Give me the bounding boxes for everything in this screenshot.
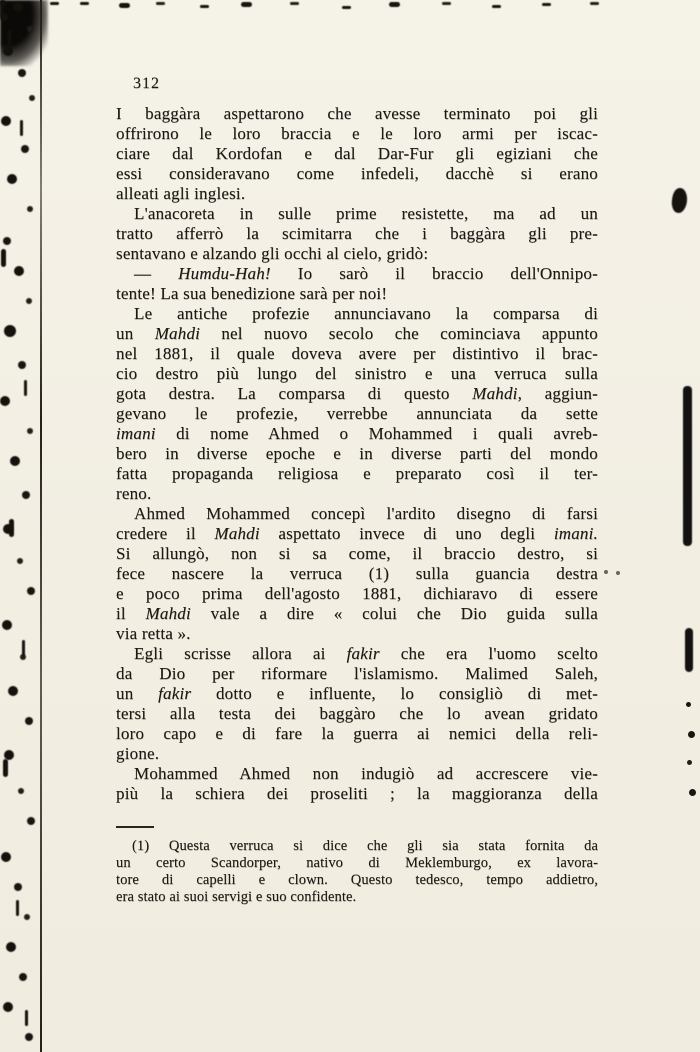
text-line: (1) Questa verruca si dice che gli sia stata fornita da: [132, 838, 598, 854]
paragraph: [116, 504, 598, 644]
text-line: un Mahdi nel nuovo secolo che cominciava appunto: [116, 324, 598, 343]
scan-artifact-bar-right-1: [683, 386, 692, 546]
scan-artifact-corner: [0, 0, 48, 66]
text-line: da Dio per riformare l'islamismo. Malimed Saleh,: [116, 664, 598, 683]
text-line: era stato ai suoi servigi e suo confidente.: [116, 889, 357, 905]
text-line: imani di nome Ahmed o Mohammed i quali avreb-: [116, 424, 598, 443]
text-line: Ahmed Mohammed concepì l'ardito disegno di farsi: [134, 504, 598, 523]
scan-artifact-dots-mid: [604, 570, 608, 574]
text-line: Si allungò, non si sa come, il braccio destro, si: [116, 544, 598, 563]
text-line: più la schiera dei proseliti ; la maggioranza della: [116, 784, 598, 803]
text-line: nel 1881, il quale doveva avere per distintivo il brac-: [116, 344, 598, 363]
footnote: [116, 838, 598, 906]
paragraph: [116, 204, 598, 264]
text-line: Egli scrisse allora ai fakir che era l'uomo scelto: [134, 644, 598, 663]
text-line: loro capo e di fare la guerra ai nemici della reli-: [116, 724, 598, 743]
scan-artifact-speckles-top: [50, 2, 59, 5]
text-line: sentavano e alzando gli occhi al cielo, gridò:: [116, 244, 429, 263]
text-line: Le antiche profezie annunciavano la comparsa di: [134, 304, 598, 323]
paragraph: [116, 764, 598, 804]
text-line: Mohammed Ahmed non indugiò ad accrescere vie-: [134, 764, 598, 783]
footnote-separator: [116, 826, 154, 828]
text-line: e poco prima dell'agosto 1881, dichiaravo di essere: [116, 584, 598, 603]
text-line: un fakir dotto e influente, lo consigliò di met-: [116, 684, 598, 703]
text-line: un certo Scandorper, nativo di Meklemburgo, ex lavora-: [116, 855, 598, 871]
scan-artifact-blob-right: [670, 187, 688, 214]
text-line: fece nascere la verruca (1) sulla guancia destra: [116, 564, 598, 583]
scan-artifact-dots-right: [686, 702, 691, 707]
text-line: reno.: [116, 484, 152, 503]
text-line: alleati agli inglesi.: [116, 184, 246, 203]
paragraph: [116, 264, 598, 304]
scan-artifact-speckles-left: [0, 0, 6, 6]
text-line: credere il Mahdi aspettato invece di uno degli imani.: [116, 524, 598, 543]
page-content: [116, 76, 598, 906]
scan-artifact-binding-line: [40, 0, 42, 1052]
paragraph: [116, 304, 598, 504]
paragraph: [116, 644, 598, 764]
text-line: tersi alla testa dei baggàro che lo avean gridato: [116, 704, 598, 723]
text-line: tore di capelli e clown. Questo tedesco, tempo addietro,: [116, 872, 598, 888]
text-line: bero in diverse epoche e in diverse parti del mondo: [116, 444, 598, 463]
scan-artifact-bar-right-2: [685, 628, 693, 672]
text-line: tratto afferrò la scimitarra che i baggàra gli pre-: [116, 224, 598, 243]
text-line: gota destra. La comparsa di questo Mahdi, aggiun-: [116, 384, 598, 403]
paragraph: [116, 838, 598, 906]
body-text: [116, 104, 598, 804]
text-line: fatta propaganda religiosa e preparato così il ter-: [116, 464, 598, 483]
text-line: gevano le profezie, verrebbe annunciata da sette: [116, 404, 598, 423]
text-line: cio destro più lungo del sinistro e una verruca sulla: [116, 364, 598, 383]
text-line: L'anacoreta in sulle prime resistette, ma ad un: [134, 204, 598, 223]
text-line: ciare dal Kordofan e dal Dar-Fur gli egiziani che: [116, 144, 598, 163]
page-number: 312: [133, 75, 160, 92]
paragraph: [116, 104, 598, 204]
text-line: gione.: [116, 744, 160, 763]
text-line: via retta ».: [116, 624, 191, 643]
text-line: offrirono le loro braccia e le loro armi per iscac-: [116, 124, 598, 143]
text-line: — Humdu-Hah! Io sarò il braccio dell'Onnipo-: [134, 264, 598, 283]
scan-artifact-streaks-left: [0, 0, 3, 16]
text-line: tente! La sua benedizione sarà per noi!: [116, 284, 388, 303]
text-line: il Mahdi vale a dire « colui che Dio guida sulla: [116, 604, 599, 623]
text-line: essi consideravano come infedeli, dacchè si erano: [116, 164, 598, 183]
text-line: I baggàra aspettarono che avesse terminato poi gli: [116, 104, 598, 123]
